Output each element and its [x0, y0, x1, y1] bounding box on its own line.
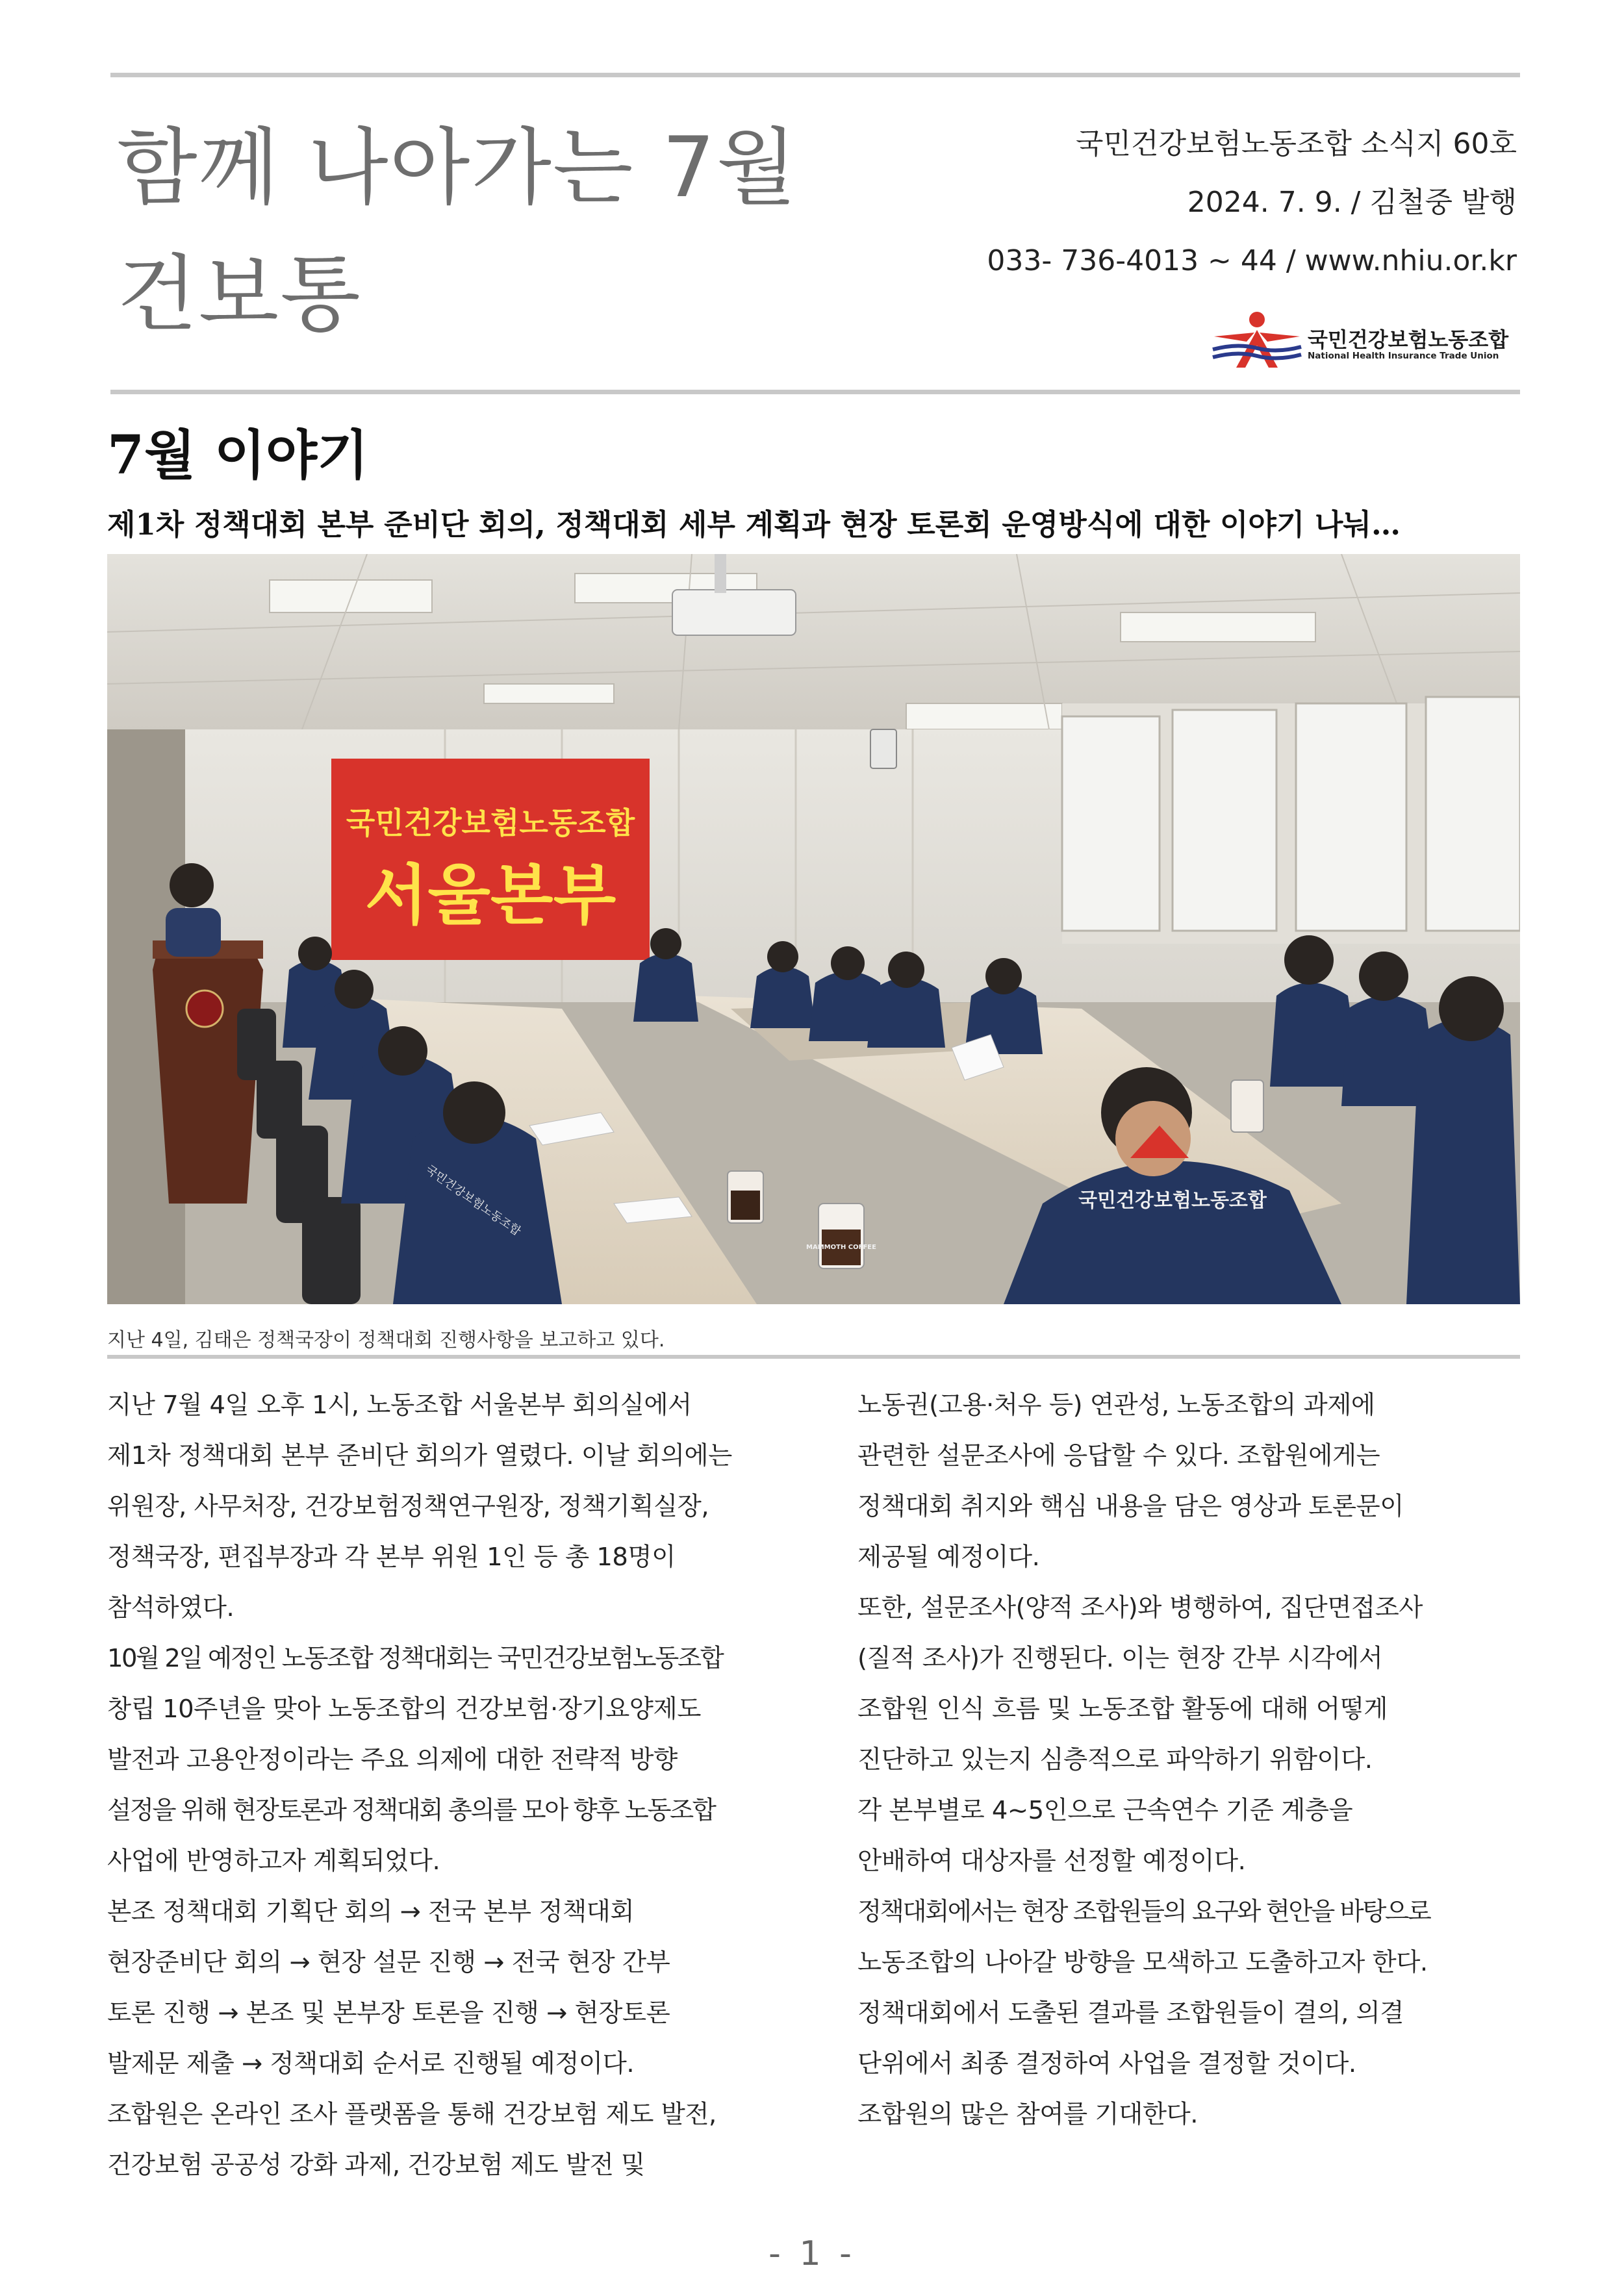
section-title: 7월 이야기	[107, 424, 369, 486]
body-line: 안배하여 대상자를 선정할 예정이다.	[857, 1847, 1246, 1876]
vest-print-left: 국민건강보험노동조합	[422, 1163, 524, 1239]
cup-brand: MAMMOTH COFFEE	[806, 1244, 876, 1251]
body-line: (질적 조사)가 진행된다. 이는 현장 간부 시각에서	[857, 1644, 1383, 1673]
union-logo	[1212, 310, 1517, 370]
body-line: 노동조합의 나아갈 방향을 모색하고 도출하고자 한다.	[857, 1948, 1428, 1977]
issue-number: 국민건강보험노동조합 소식지 60호	[1075, 127, 1517, 160]
photo-caption: 지난 4일, 김태은 정책국장이 정책대회 진행사항을 보고하고 있다.	[107, 1329, 665, 1352]
body-line: 정책대회에서는 현장 조합원들의 요구와 현안을 바탕으로	[857, 1897, 1430, 1926]
body-line: 정책국장, 편집부장과 각 본부 위원 1인 등 총 18명이	[107, 1543, 676, 1572]
body-line: 정책대회에서 도출된 결과를 조합원들이 결의, 의결	[857, 1999, 1404, 2028]
page-number: - 1 -	[768, 2234, 856, 2273]
meeting-scene-illustration	[107, 554, 1520, 1304]
body-line: 조합원 인식 흐름 및 노동조합 활동에 대해 어떻게	[857, 1695, 1388, 1724]
body-line: 본조 정책대회 기획단 회의 → 전국 본부 정책대회	[107, 1897, 635, 1926]
body-line: 조합원은 온라인 조사 플랫폼을 통해 건강보험 제도 발전,	[107, 2100, 717, 2129]
body-line: 발전과 고용안정이라는 주요 의제에 대한 전략적 방향	[107, 1745, 678, 1774]
logo-name-english: National Health Insurance Trade Union	[1308, 351, 1499, 361]
body-line: 조합원의 많은 참여를 기대한다.	[857, 2100, 1198, 2129]
article-column-right	[857, 1380, 1520, 2140]
vest-print-foreground: 국민건강보험노동조합	[1078, 1189, 1267, 1212]
publish-date: 2024. 7. 9. / 김철중 발행	[1187, 186, 1517, 219]
body-line: 제공될 예정이다.	[857, 1543, 1040, 1572]
body-line: 현장준비단 회의 → 현장 설문 진행 → 전국 현장 간부	[107, 1948, 670, 1977]
banner-union-name: 국민건강보험노동조합	[346, 805, 635, 840]
body-line: 창립 10주년을 맞아 노동조합의 건강보험·장기요양제도	[107, 1695, 701, 1724]
body-line: 진단하고 있는지 심층적으로 파악하기 위함이다.	[857, 1745, 1373, 1774]
newsletter-title: 함께 나아가는 7월	[117, 120, 798, 216]
body-line: 단위에서 최종 결정하여 사업을 결정할 것이다.	[857, 2049, 1356, 2078]
article-column-left	[107, 1380, 770, 2191]
meeting-photo	[107, 554, 1520, 1304]
body-line: 위원장, 사무처장, 건강보험정책연구원장, 정책기획실장,	[107, 1492, 709, 1521]
body-line: 제1차 정책대회 본부 준비단 회의가 열렸다. 이날 회의에는	[107, 1441, 732, 1470]
newsletter-name: 건보통	[117, 246, 362, 343]
logo-name-korean: 국민건강보험노동조합	[1308, 327, 1509, 352]
body-line: 토론 진행 → 본조 및 본부장 토론을 진행 → 현장토론	[107, 1999, 670, 2028]
body-line: 10월 2일 예정인 노동조합 정책대회는 국민건강보험노동조합	[107, 1644, 723, 1673]
body-line: 참석하였다.	[107, 1593, 235, 1622]
caption-divider	[107, 1355, 1520, 1359]
body-line: 지난 7월 4일 오후 1시, 노동조합 서울본부 회의실에서	[107, 1391, 692, 1420]
body-line: 설정을 위해 현장토론과 정책대회 총의를 모아 향후 노동조합	[107, 1796, 715, 1825]
contact-info: 033- 736-4013 ~ 44 / www.nhiu.or.kr	[987, 244, 1517, 277]
union-emblem-icon	[1212, 310, 1302, 370]
body-line: 관련한 설문조사에 응답할 수 있다. 조합원에게는	[857, 1441, 1380, 1470]
body-line: 사업에 반영하고자 계획되었다.	[107, 1847, 440, 1876]
article-headline: 제1차 정책대회 본부 준비단 회의, 정책대회 세부 계획과 현장 토론회 운영방식에 대한 이야기 나눠…	[107, 507, 1401, 542]
body-line: 또한, 설문조사(양적 조사)와 병행하여, 집단면접조사	[857, 1593, 1423, 1622]
top-divider	[110, 73, 1520, 77]
body-line: 각 본부별로 4~5인으로 근속연수 기준 계층을	[857, 1796, 1353, 1825]
body-line: 정책대회 취지와 핵심 내용을 담은 영상과 토론문이	[857, 1492, 1404, 1521]
body-line: 노동권(고용·처우 등) 연관성, 노동조합의 과제에	[857, 1391, 1375, 1420]
body-line: 발제문 제출 → 정책대회 순서로 진행될 예정이다.	[107, 2049, 635, 2078]
header-divider	[110, 390, 1520, 394]
banner-headquarters: 서울본부	[364, 857, 616, 933]
body-line: 건강보험 공공성 강화 과제, 건강보험 제도 발전 및	[107, 2151, 645, 2180]
